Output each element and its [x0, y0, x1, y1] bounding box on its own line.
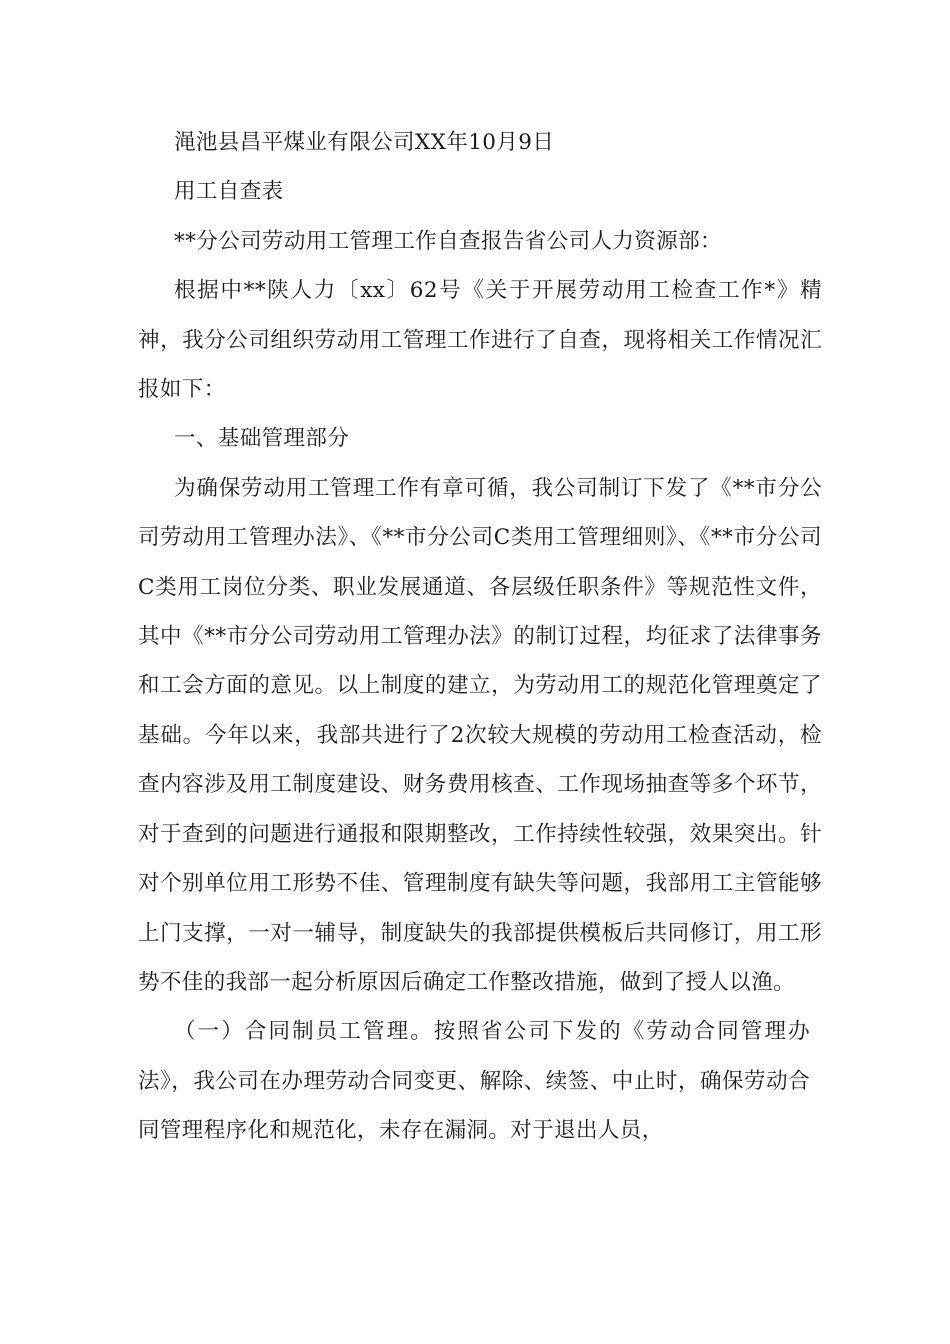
- report-title: **分公司劳动用工管理工作自查报告省公司人力资源部：: [174, 228, 722, 254]
- header-company-date: 渑池县昌平煤业有限公司XX年10月9日: [174, 130, 555, 155]
- basic-management-paragraph: 为确保劳动用工管理工作有章可循，我公司制订下发了《**市分公司劳动用工管理办法》、《**市分公司C类用工管理细则》、《**市分公司C类用工岗位分类、职业发展通道、各层级任职条件》等规范性文件，其中《**市分公司劳动用工管理办法》的制订过程，均征求了法律事务和工会方面的意见。以上制度的建立，为劳动用工的规范化管理奠定了基础。今年以来，我部共进行了2次较大规模的劳动用工检查活动，检查内容涉及用工制度建设、财务费用核查、工作现场抽查等多个环节，对于查到的问题进行通报和限期整改，工作持续性较强，效果突出。针对个别单位用工形势不佳、管理制度有缺失等问题，我部用工主管能够上门支撑，一对一辅导，制度缺失的我部提供模板后共同修订，用工形势不佳的我部一起分析原因后确定工作整改措施，做到了授人以渔。: [138, 475, 822, 995]
- document-body: [138, 118, 822, 1156]
- section-heading-basic-management: 一、基础管理部分: [174, 426, 350, 452]
- contract-staff-paragraph: （一）合同制员工管理。按照省公司下发的《劳动合同管理办法》，我公司在办理劳动合同变更、解除、续签、中止时，确保劳动合同管理程序化和规范化，未存在漏洞。对于退出人员，: [138, 1019, 810, 1144]
- form-title: 用工自查表: [174, 179, 284, 205]
- intro-paragraph: 根据中**陕人力〔xx〕62号《关于开展劳动用工检查工作*》精神，我分公司组织劳动用工管理工作进行了自查，现将相关工作情况汇报如下：: [138, 278, 822, 403]
